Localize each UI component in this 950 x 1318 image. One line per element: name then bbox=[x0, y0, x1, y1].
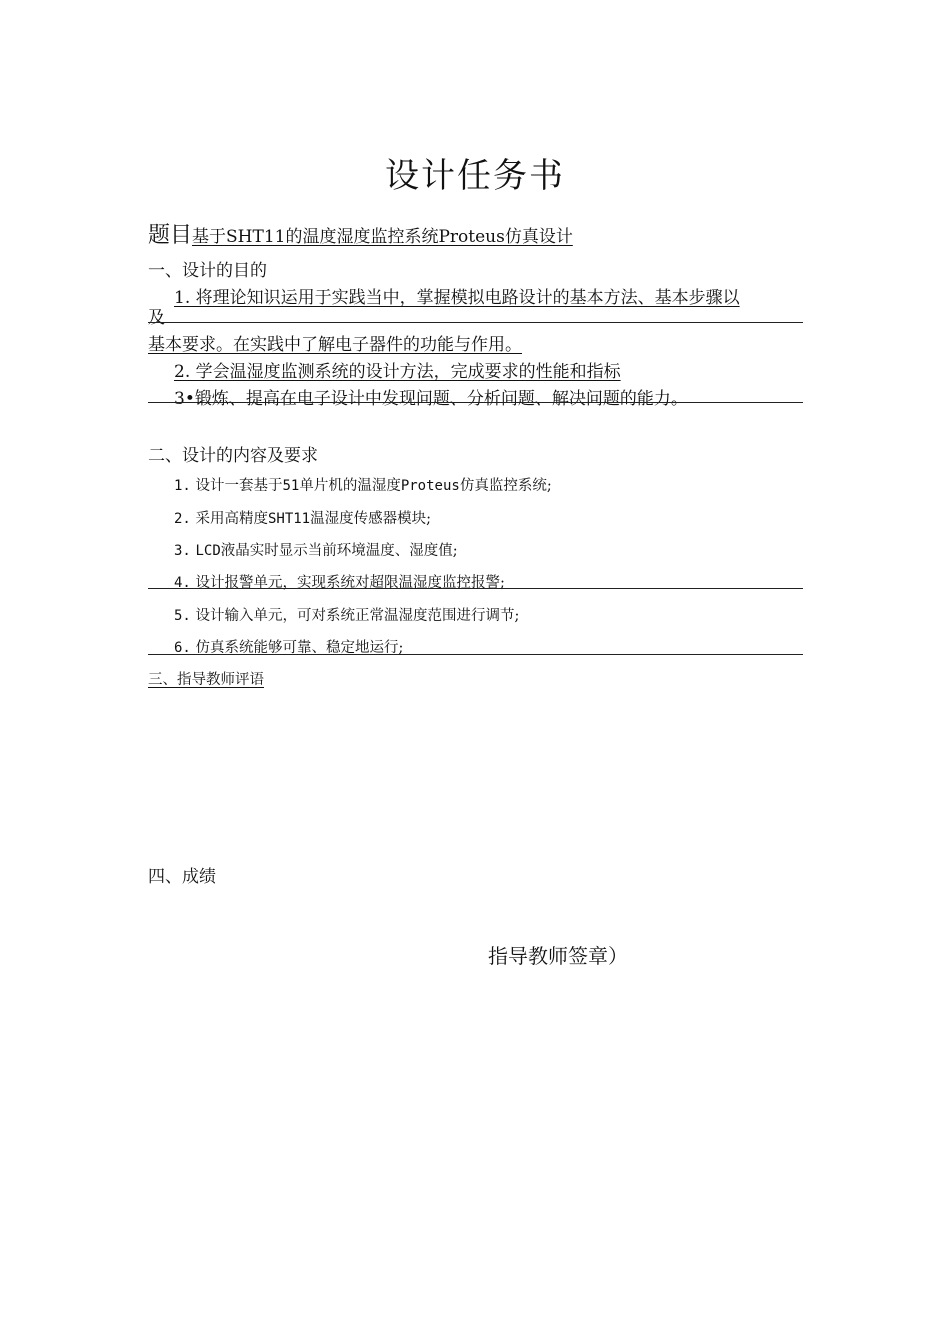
section1-item1-line2: 基本要求。在实践中了解电子器件的功能与作用。 bbox=[148, 335, 522, 355]
document-title: 设计任务书 bbox=[385, 156, 565, 196]
item-code: Proteus bbox=[400, 478, 460, 494]
item-code: LCD bbox=[195, 543, 221, 559]
item-number: 5. bbox=[174, 608, 191, 624]
item-text: 设计一套基于 bbox=[195, 478, 283, 494]
item-number: 1. bbox=[174, 478, 191, 494]
rule-3 bbox=[148, 588, 803, 589]
item-text: 单片机的温湿度 bbox=[299, 478, 401, 494]
item-text: 设计报警单元，实现系统对超限温湿度监控报警; bbox=[195, 575, 505, 591]
rule-1 bbox=[148, 322, 803, 323]
section3-heading: 三、指导教师评语 bbox=[148, 672, 264, 688]
item-text: 液晶实时显示当前环境温度、湿度值; bbox=[220, 543, 458, 559]
section1-item3: 3•锻炼、提高在电子设计中发现问题、分析问题、解决问题的能力。 bbox=[174, 389, 688, 409]
item-text: 仿真系统能够可靠、稳定地运行; bbox=[195, 640, 404, 656]
rule-2 bbox=[148, 402, 803, 403]
item-text: 设计输入单元，可对系统正常温湿度范围进行调节; bbox=[195, 608, 520, 624]
rule-4 bbox=[148, 654, 803, 655]
section1-item2: 2. 学会温湿度监测系统的设计方法，完成要求的性能和指标 bbox=[174, 362, 621, 382]
item-code: 51 bbox=[282, 478, 300, 494]
section4-heading: 四、成绩 bbox=[148, 867, 216, 887]
section1-item1-line1: 1. 将理论知识运用于实践当中，掌握模拟电路设计的基本方法、基本步骤以 bbox=[174, 288, 740, 308]
section2-item-5 bbox=[174, 604, 519, 625]
section2-item-2 bbox=[174, 507, 431, 528]
section1-heading: 一、设计的目的 bbox=[148, 261, 267, 281]
item-number: 3. bbox=[174, 543, 191, 559]
section2-item-3 bbox=[174, 539, 458, 560]
section2-item-1 bbox=[174, 474, 552, 495]
topic-line bbox=[148, 218, 573, 249]
section2-heading: 二、设计的内容及要求 bbox=[148, 446, 318, 466]
item-text: 采用高精度 bbox=[195, 511, 268, 527]
item-code: SHT11 bbox=[267, 511, 311, 527]
topic-value: 基于SHT11的温度湿度监控系统Proteus仿真设计 bbox=[192, 227, 573, 247]
item-text: 温湿度传感器模块; bbox=[310, 511, 432, 527]
item-number: 2. bbox=[174, 511, 191, 527]
topic-label: 题目 bbox=[148, 223, 193, 248]
section1-item1-line1b: 及 bbox=[148, 308, 165, 328]
teacher-signature: 指导教师签章） bbox=[488, 944, 628, 968]
item-number: 6. bbox=[174, 640, 191, 656]
item-number: 4. bbox=[174, 575, 191, 591]
item-text: 仿真监控系统; bbox=[459, 478, 552, 494]
